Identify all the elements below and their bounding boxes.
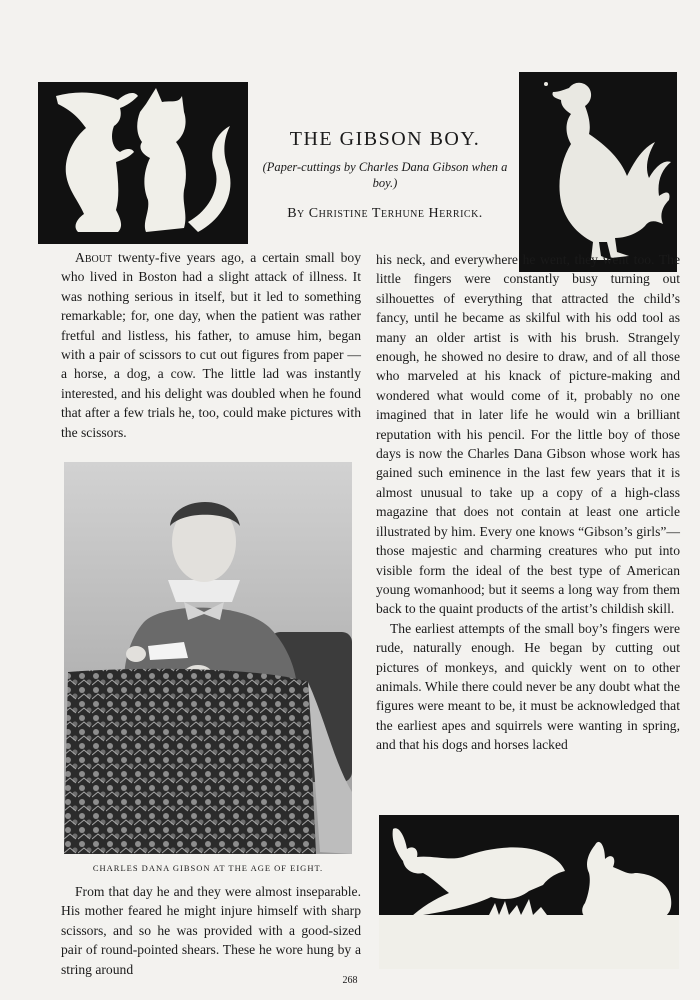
opening-paragraph — [61, 248, 361, 442]
left-column-top — [61, 248, 361, 442]
byline-prefix: By — [287, 205, 305, 221]
byline-author: Christine Terhune Herrick. — [308, 205, 483, 221]
photo-caption: CHARLES DANA GIBSON AT THE AGE OF EIGHT. — [92, 863, 324, 873]
opening-paragraph-text: twenty-five years ago, a certain small boy who lived in Boston had a slight attack of illness. It was nothing serious in itself, but it led to something remarkable; for, one day, when the patient was rather fretful and listless, his father, to amuse him, began with a pair of scissors to cut out figures from paper — a horse, a dog, a cow. The little lad was instantly interested, and his delight was doubled when he found that after a few trials he, too, could make pictures with the scissors. — [61, 250, 361, 440]
silhouette-rabbit-and-cat — [38, 82, 248, 244]
right-column — [376, 250, 680, 755]
article-header — [250, 128, 520, 222]
rabbit-cat-cutting-icon — [38, 82, 248, 244]
rabbits-cutting-icon — [379, 815, 679, 969]
right-paragraph-2: The earliest attempts of the small boy’s fingers were rude, naturally enough. He began by cutting out pictures of monkeys, and quickly went on to other animals. While there could never be any doubt what the figures were meant to be, it must be acknowledged that the earliest apes and squirrels were wanting in spring, and that his dogs and horses lacked — [376, 620, 680, 753]
article-subtitle: (Paper-cuttings by Charles Dana Gibson when a boy.) — [262, 160, 508, 191]
page-number: 268 — [342, 975, 358, 986]
article-byline — [250, 206, 520, 222]
boy-portrait-icon — [64, 462, 352, 854]
drop-lead: About — [75, 250, 113, 265]
right-paragraph-1: his neck, and everywhere he went, they went too. The little fingers were constantly busy turning out silhouettes of everything that attracted the child’s fancy, until he became as skilful with his odd tool as many an older artist is with his brush. Strangely enough, he showed no desire to draw, and of all those who marveled at his knack of picture-making and wondered what would come of it, probably no one imagined that in later life he would win a brilliant reputation with his pencil. For the little boy of those days is now the Charles Dana Gibson whose work has gained such eminence in the last few years that it is almost unusual to take up a copy of a high-class magazine that does not contain at least one article illustrated by him. Every one knows “Gibson’s girls”— those majestic and charming creatures who put into visible form the ideal of the best type of American young womanhood; but it seems a long way from them back to the quaint products of the artist’s childish skill. — [376, 252, 680, 617]
silhouette-rabbits — [379, 815, 679, 969]
article-title: THE GIBSON BOY. — [289, 128, 481, 150]
silhouette-rooster — [519, 72, 677, 272]
second-paragraph: From that day he and they were almost inseparable. His mother feared he might injure himself with sharp scissors, and so he was provided with a good-sized pair of round-pointed shears. These he wore hung by a string around — [61, 884, 361, 977]
rooster-cutting-icon — [519, 72, 677, 272]
left-column-bottom — [61, 882, 361, 979]
photo-gibson-age-eight — [64, 462, 352, 854]
